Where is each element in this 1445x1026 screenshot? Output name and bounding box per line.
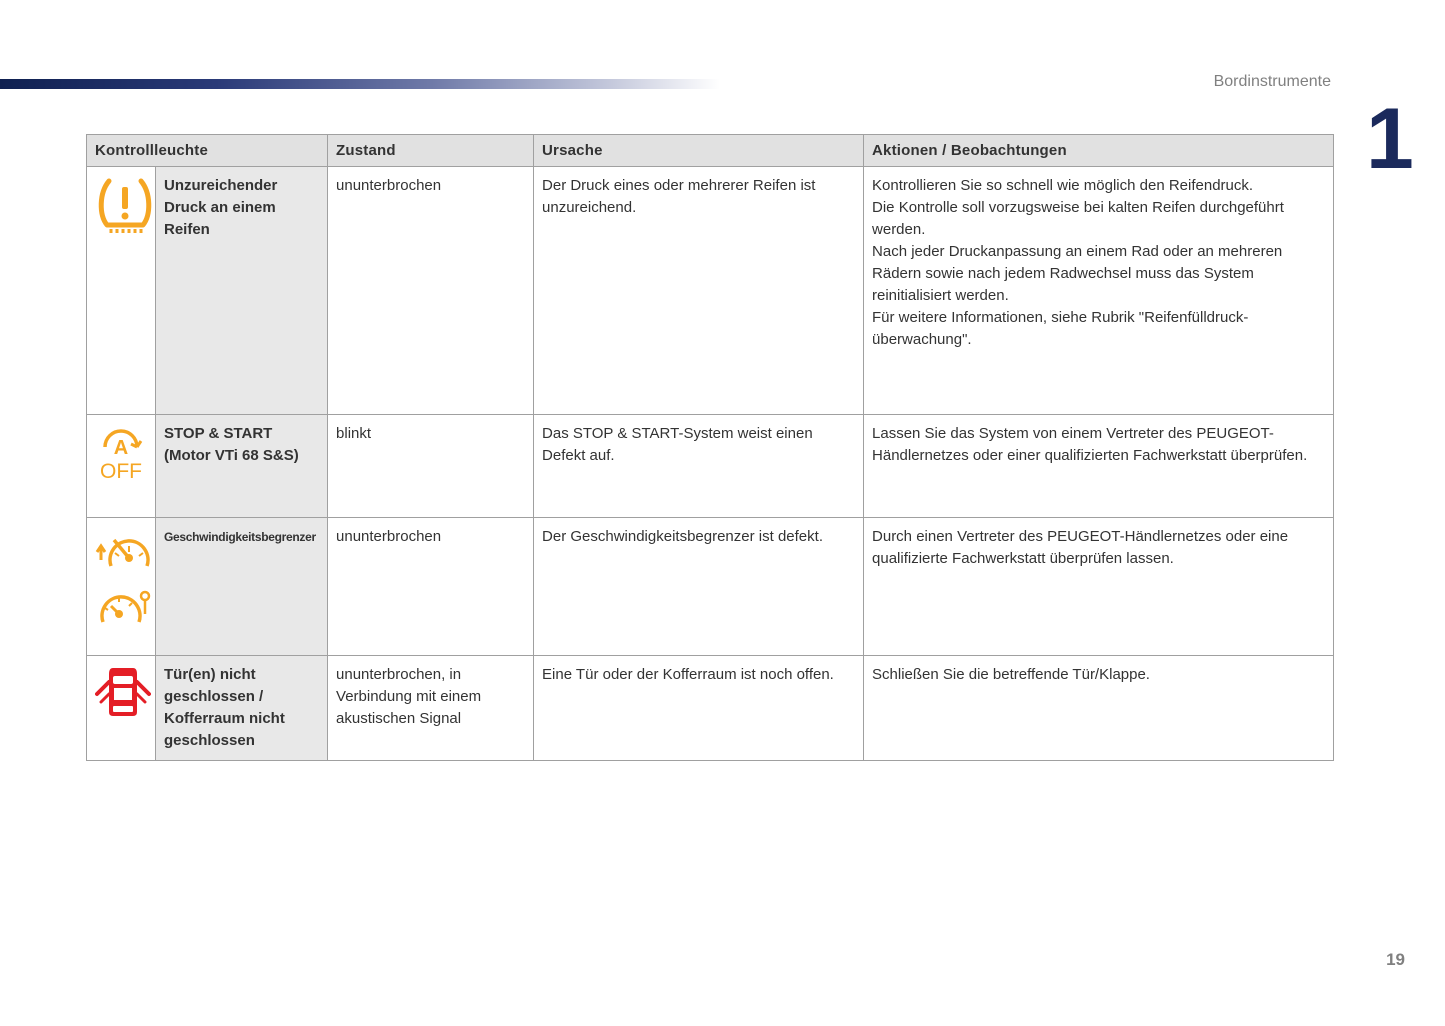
lamp-name: Tür(en) nicht geschlossen / Kofferraum nicht geschlossen bbox=[156, 656, 328, 761]
icon-cell bbox=[87, 518, 156, 656]
icon-cell bbox=[87, 656, 156, 761]
lamp-cause: Eine Tür oder der Kofferraum ist noch offen. bbox=[534, 656, 864, 761]
lamp-action: Schließen Sie die betreffende Tür/Klappe. bbox=[864, 656, 1334, 761]
lamp-name: STOP & START (Motor VTi 68 S&S) bbox=[156, 415, 328, 518]
stop-start-letter: A bbox=[113, 437, 129, 459]
stop-start-off-label: OFF bbox=[100, 460, 142, 481]
tyre-pressure-icon bbox=[95, 175, 155, 242]
lamp-cause: Der Geschwindigkeitsbegrenzer ist defekt. bbox=[534, 518, 864, 656]
lamp-state: ununterbrochen bbox=[328, 518, 534, 656]
lamp-state: ununterbrochen, in Verbindung mit einem akustischen Signal bbox=[328, 656, 534, 761]
header-gradient-band bbox=[0, 79, 720, 89]
lamp-name: Unzureichender Druck an einem Reifen bbox=[156, 167, 328, 415]
chapter-number: 1 bbox=[1366, 91, 1414, 187]
table-row bbox=[87, 415, 1334, 518]
lamp-cause: Das STOP & START-System weist einen Defekt auf. bbox=[534, 415, 864, 518]
table-header-row bbox=[87, 135, 1334, 167]
column-header-cause: Ursache bbox=[534, 135, 864, 167]
section-title: Bordinstrumente bbox=[1213, 73, 1331, 90]
column-header-lamp: Kontrollleuchte bbox=[87, 135, 328, 167]
lamp-action: Lassen Sie das System von einem Vertreter des PEUGEOT-Händlernetzes oder einer qualifizierten Fachwerkstatt überprüfen. bbox=[864, 415, 1334, 518]
icon-cell bbox=[87, 415, 156, 518]
table-row bbox=[87, 167, 1334, 415]
lamp-cause: Der Druck eines oder mehrerer Reifen ist unzureichend. bbox=[534, 167, 864, 415]
warning-lamp-table bbox=[86, 134, 1334, 761]
lamp-state: blinkt bbox=[328, 415, 534, 518]
page-number: 19 bbox=[1386, 950, 1405, 969]
table-row bbox=[87, 518, 1334, 656]
lamp-action: Durch einen Vertreter des PEUGEOT-Händlernetzes oder eine qualifizierte Fachwerkstatt überprüfen lassen. bbox=[864, 518, 1334, 656]
door-open-icon bbox=[95, 664, 151, 725]
lamp-action: Kontrollieren Sie so schnell wie möglich den Reifendruck. Die Kontrolle soll vorzugsweise bei kalten Reifen durchgeführt werden. Nach jeder Druckanpassung an einem Rad oder an mehreren Rädern sowie nach jedem Radwechsel muss das System reinitialisiert werden. Für weitere Informationen, siehe Rubrik "Reifenfülldruck-überwachung". bbox=[864, 167, 1334, 415]
speed-limiter-icon bbox=[95, 526, 155, 643]
column-header-action: Aktionen / Beobachtungen bbox=[864, 135, 1334, 167]
column-header-state: Zustand bbox=[328, 135, 534, 167]
table-row bbox=[87, 656, 1334, 761]
lamp-state: ununterbrochen bbox=[328, 167, 534, 415]
lamp-name: Geschwindigkeitsbegrenzer bbox=[156, 518, 328, 656]
stop-start-off-icon bbox=[95, 423, 147, 488]
icon-cell bbox=[87, 167, 156, 415]
